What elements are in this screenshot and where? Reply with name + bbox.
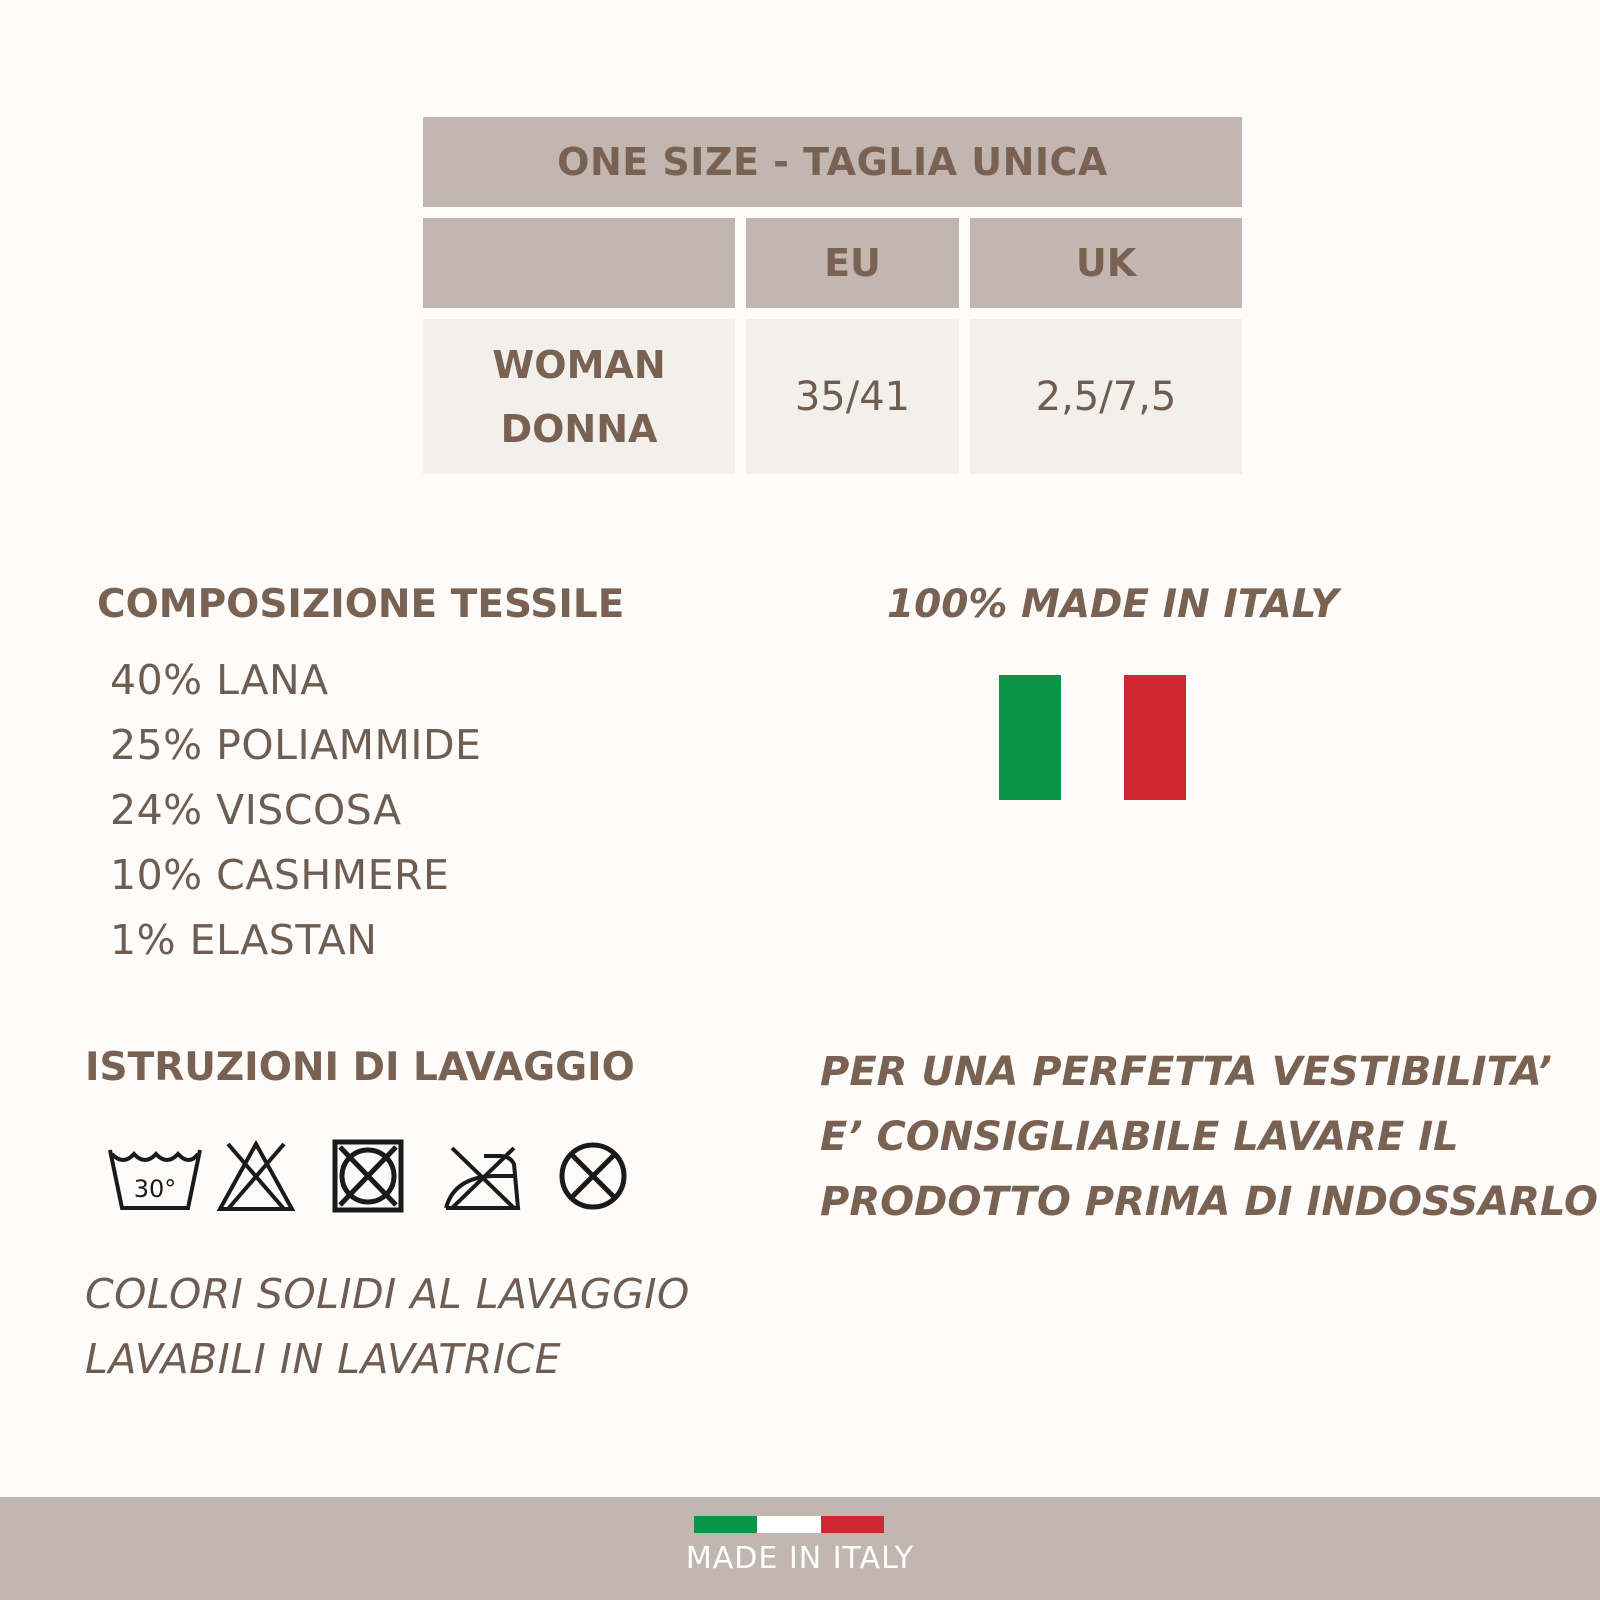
size-table-header-eu: EU [746,218,959,308]
fit-note-line: PRODOTTO PRIMA DI INDOSSARLO [820,1179,1599,1225]
size-table-header-uk: UK [970,218,1242,308]
washing-note: LAVABILI IN LAVATRICE [85,1335,561,1383]
made-in-italy-title: 100% MADE IN ITALY [887,582,1339,627]
wash-temp-label: 30° [133,1175,177,1203]
row-label-line1: WOMAN [492,342,666,387]
composition-list [110,648,481,973]
no-dry-clean-icon [562,1145,624,1207]
fit-note-line: PER UNA PERFETTA VESTIBILITA’ [820,1049,1552,1095]
row-label-line2: DONNA [500,406,658,451]
size-table-title: ONE SIZE - TAGLIA UNICA [423,117,1242,207]
no-iron-icon [446,1148,518,1208]
size-table-header-empty [423,218,735,308]
italy-flag-icon [999,675,1186,800]
composition-item: 40% LANA [110,656,329,704]
washing-title: ISTRUZIONI DI LAVAGGIO [85,1045,635,1090]
composition-item: 24% VISCOSA [110,786,402,834]
composition-item: 10% CASHMERE [110,851,450,899]
washing-note: COLORI SOLIDI AL LAVAGGIO [85,1270,690,1318]
fit-note [820,1040,1598,1235]
size-table-row-label [423,319,735,474]
washing-notes [85,1262,690,1392]
wash-30-icon [110,1150,200,1208]
care-symbols [108,1138,638,1218]
no-tumble-dry-icon [335,1142,401,1210]
composition-item: 25% POLIAMMIDE [110,721,482,769]
composition-title: COMPOSIZIONE TESSILE [97,582,625,627]
size-table-cell-uk: 2,5/7,5 [970,319,1242,474]
footer-made-in-italy: MADE IN ITALY [685,1541,915,1576]
fit-note-line: E’ CONSIGLIABILE LAVARE IL [820,1114,1459,1160]
footer-flag-icon [694,1516,884,1533]
no-bleach-icon [220,1144,292,1209]
composition-item: 1% ELASTAN [110,916,378,964]
size-table-cell-eu: 35/41 [746,319,959,474]
